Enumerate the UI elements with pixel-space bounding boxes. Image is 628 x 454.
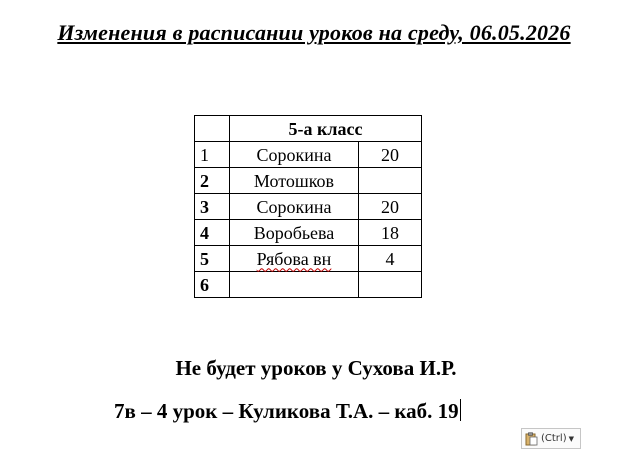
teacher-name: Сорокина bbox=[230, 194, 359, 220]
table-corner-cell bbox=[195, 116, 230, 142]
lesson-number: 5 bbox=[195, 246, 230, 272]
room-number: 20 bbox=[359, 194, 422, 220]
table-row bbox=[195, 168, 422, 194]
teacher-name: Сорокина bbox=[230, 142, 359, 168]
table-row bbox=[195, 272, 422, 298]
paste-options-label: (Ctrl) bbox=[541, 433, 567, 444]
lesson-number: 1 bbox=[195, 142, 230, 168]
teacher-name bbox=[230, 246, 359, 272]
notice-no-lessons: Не будет уроков у Сухова И.Р. bbox=[175, 356, 457, 380]
lesson-number: 6 bbox=[195, 272, 230, 298]
chevron-down-icon: ▼ bbox=[568, 434, 574, 443]
notice-substitution-text: 7в – 4 урок – Куликова Т.А. – каб. 19 bbox=[114, 399, 459, 423]
lesson-number: 2 bbox=[195, 168, 230, 194]
lesson-number: 4 bbox=[195, 220, 230, 246]
room-number bbox=[359, 272, 422, 298]
paste-options-button[interactable] bbox=[521, 428, 581, 449]
teacher-name: Мотошков bbox=[230, 168, 359, 194]
spellcheck-marked-text: Рябова вн bbox=[256, 248, 332, 269]
class-header: 5-а класс bbox=[230, 116, 422, 142]
table-row bbox=[195, 246, 422, 272]
room-number: 20 bbox=[359, 142, 422, 168]
teacher-name: Воробьева bbox=[230, 220, 359, 246]
notice-substitution bbox=[114, 399, 461, 424]
room-number: 4 bbox=[359, 246, 422, 272]
schedule-table bbox=[194, 115, 422, 298]
teacher-name bbox=[230, 272, 359, 298]
clipboard-icon bbox=[525, 432, 538, 446]
room-number: 18 bbox=[359, 220, 422, 246]
lesson-number: 3 bbox=[195, 194, 230, 220]
table-row bbox=[195, 220, 422, 246]
table-row bbox=[195, 194, 422, 220]
text-cursor bbox=[460, 399, 461, 421]
table-header-row bbox=[195, 116, 422, 142]
table-row bbox=[195, 142, 422, 168]
document-title: Изменения в расписании уроков на среду, 06.05.2026 bbox=[57, 20, 571, 45]
room-number bbox=[359, 168, 422, 194]
